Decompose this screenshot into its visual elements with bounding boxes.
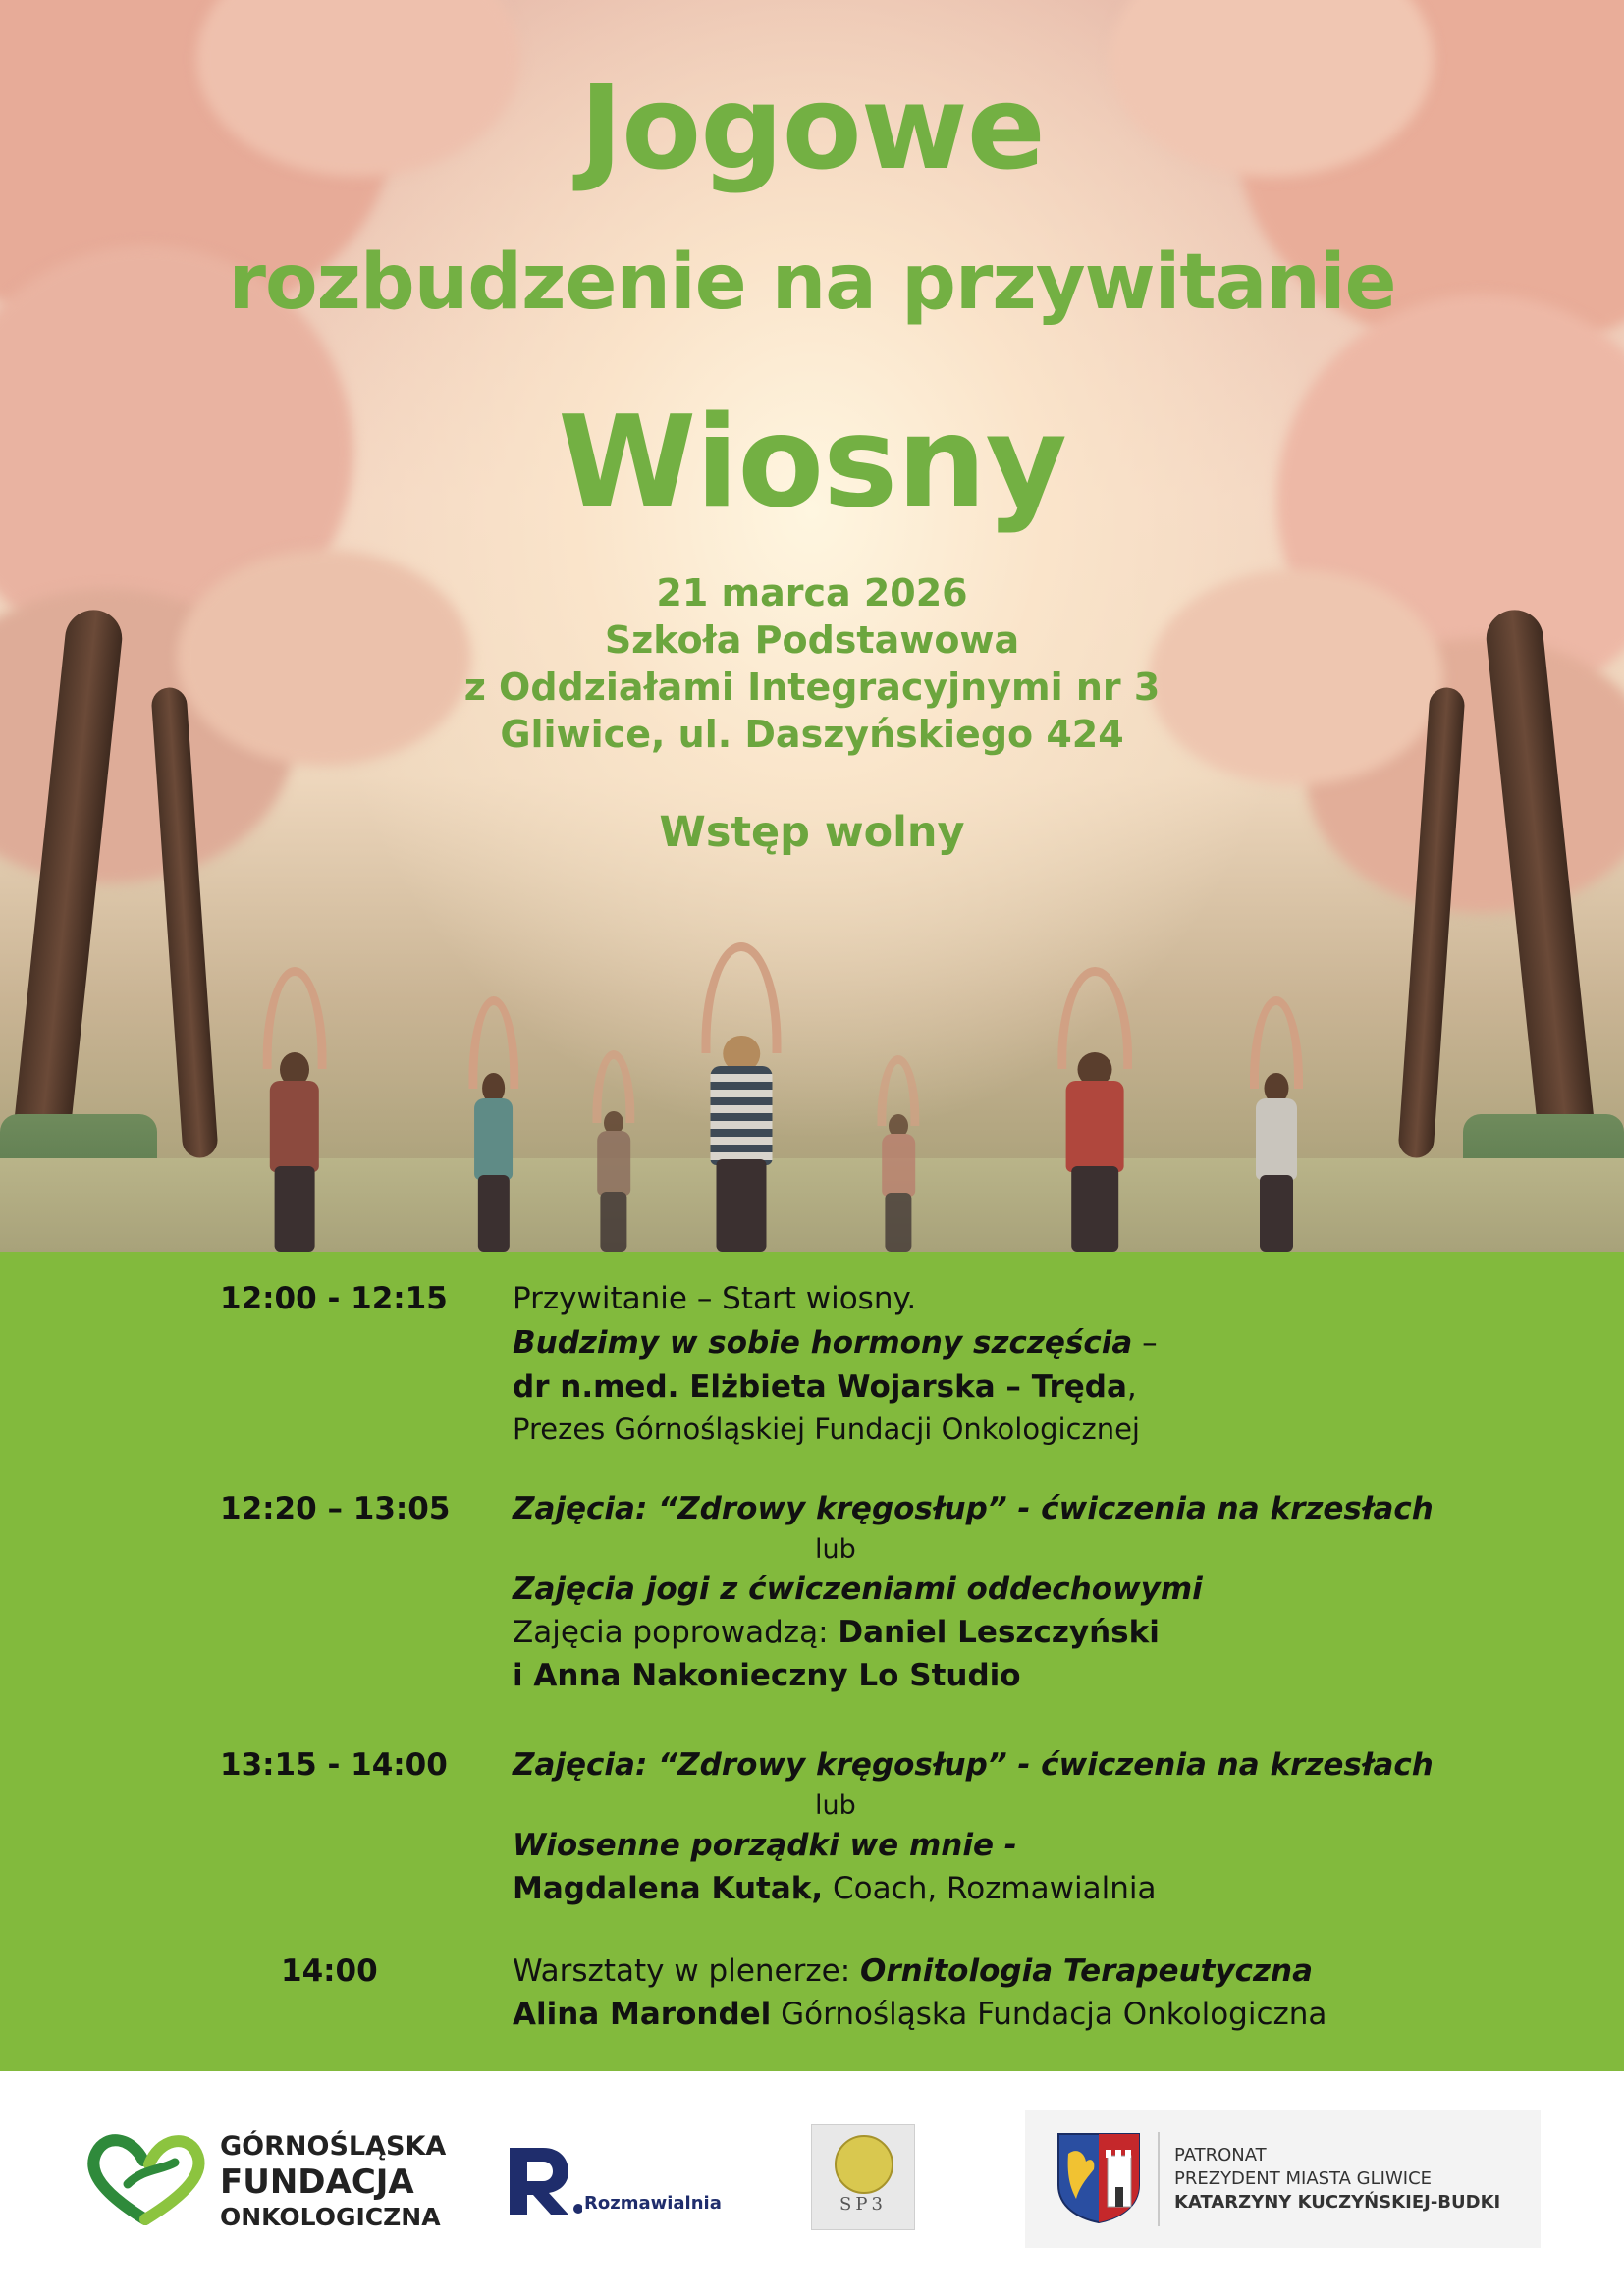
yoga-person <box>1227 996 1326 1252</box>
schedule-line: Budzimy w sobie hormony szczęścia – <box>513 1325 1158 1361</box>
patronat-block <box>1025 2110 1541 2248</box>
sp3-emblem-icon <box>835 2135 893 2194</box>
title-line-1: Jogowe <box>579 60 1045 195</box>
event-address: Gliwice, ul. Daszyńskiego 424 <box>500 713 1124 756</box>
schedule-line: Prezes Górnośląskiej Fundacji Onkologicznej <box>513 1413 1140 1446</box>
schedule-line: Alina Marondel Górnośląska Fundacja Onkologiczna <box>513 1997 1327 2032</box>
sp3-label: SP3 <box>839 2194 887 2215</box>
yoga-person <box>447 996 540 1252</box>
gliwice-crest-icon <box>1055 2130 1143 2224</box>
patronat-line-3: KATARZYNY KUCZYŃSKIEJ-BUDKI <box>1174 2192 1501 2213</box>
gfo-text <box>220 2129 446 2235</box>
venue-line-1: Szkoła Podstawowa <box>604 618 1020 662</box>
yoga-person <box>236 967 353 1252</box>
patronat-text <box>1174 2144 1500 2215</box>
schedule-line: Zajęcia poprowadzą: Daniel Leszczyński <box>513 1615 1160 1650</box>
gfo-line-2: FUNDACJA <box>220 2163 414 2202</box>
patronat-line-1: PATRONAT <box>1174 2145 1267 2165</box>
schedule-or: lub <box>815 1534 856 1565</box>
schedule-section <box>0 1252 1624 2071</box>
schedule-line: Wiosenne porządki we mnie - <box>513 1828 1017 1863</box>
event-info <box>0 569 1624 758</box>
schedule-line: Zajęcia: “Zdrowy kręgosłup” - ćwiczenia na krzesłach <box>513 1747 1434 1783</box>
rozmawialnia-label: Rozmawialnia <box>584 2193 722 2214</box>
divider <box>1158 2132 1160 2226</box>
sp3-logo <box>811 2124 915 2230</box>
rozmawialnia-logo <box>504 2140 739 2218</box>
schedule-time: 12:00 - 12:15 <box>220 1281 448 1316</box>
venue-line-2: z Oddziałami Integracyjnymi nr 3 <box>463 666 1161 709</box>
schedule-line: i Anna Nakonieczny Lo Studio <box>513 1658 1021 1693</box>
title-line-2: rozbudzenie na przywitanie <box>228 239 1396 327</box>
schedule-time: 13:15 - 14:00 <box>220 1747 448 1783</box>
schedule-line: Magdalena Kutak, Coach, Rozmawialnia <box>513 1871 1157 1906</box>
schedule-line: Zajęcia jogi z ćwiczeniami oddechowymi <box>513 1572 1203 1607</box>
gfo-line-3: ONKOLOGICZNA <box>220 2203 441 2231</box>
schedule-line: Przywitanie – Start wiosny. <box>513 1281 917 1316</box>
yoga-person <box>574 1050 653 1252</box>
schedule-time: 14:00 <box>281 1953 378 1989</box>
title-line-3: Wiosny <box>558 390 1066 536</box>
r-logo-icon <box>504 2140 582 2218</box>
schedule-line: Warsztaty w plenerze: Ornitologia Terapeutyczna <box>513 1953 1314 1989</box>
entry-info: Wstęp wolny <box>659 808 965 857</box>
event-date: 21 marca 2026 <box>656 571 968 614</box>
yoga-person <box>1026 967 1164 1252</box>
heart-logo-icon <box>84 2125 212 2233</box>
schedule-line: Zajęcia: “Zdrowy kręgosłup” - ćwiczenia na krzesłach <box>513 1491 1434 1526</box>
yoga-person <box>859 1055 938 1252</box>
schedule-time: 12:20 – 13:05 <box>220 1491 451 1526</box>
schedule-line: dr n.med. Elżbieta Wojarska – Tręda, <box>513 1369 1137 1405</box>
gfo-logo <box>84 2125 447 2243</box>
schedule-or: lub <box>815 1790 856 1821</box>
gfo-line-1: GÓRNOŚLĄSKA <box>220 2131 447 2162</box>
patronat-line-2: PREZYDENT MIASTA GLIWICE <box>1174 2168 1433 2189</box>
yoga-person <box>668 942 815 1252</box>
